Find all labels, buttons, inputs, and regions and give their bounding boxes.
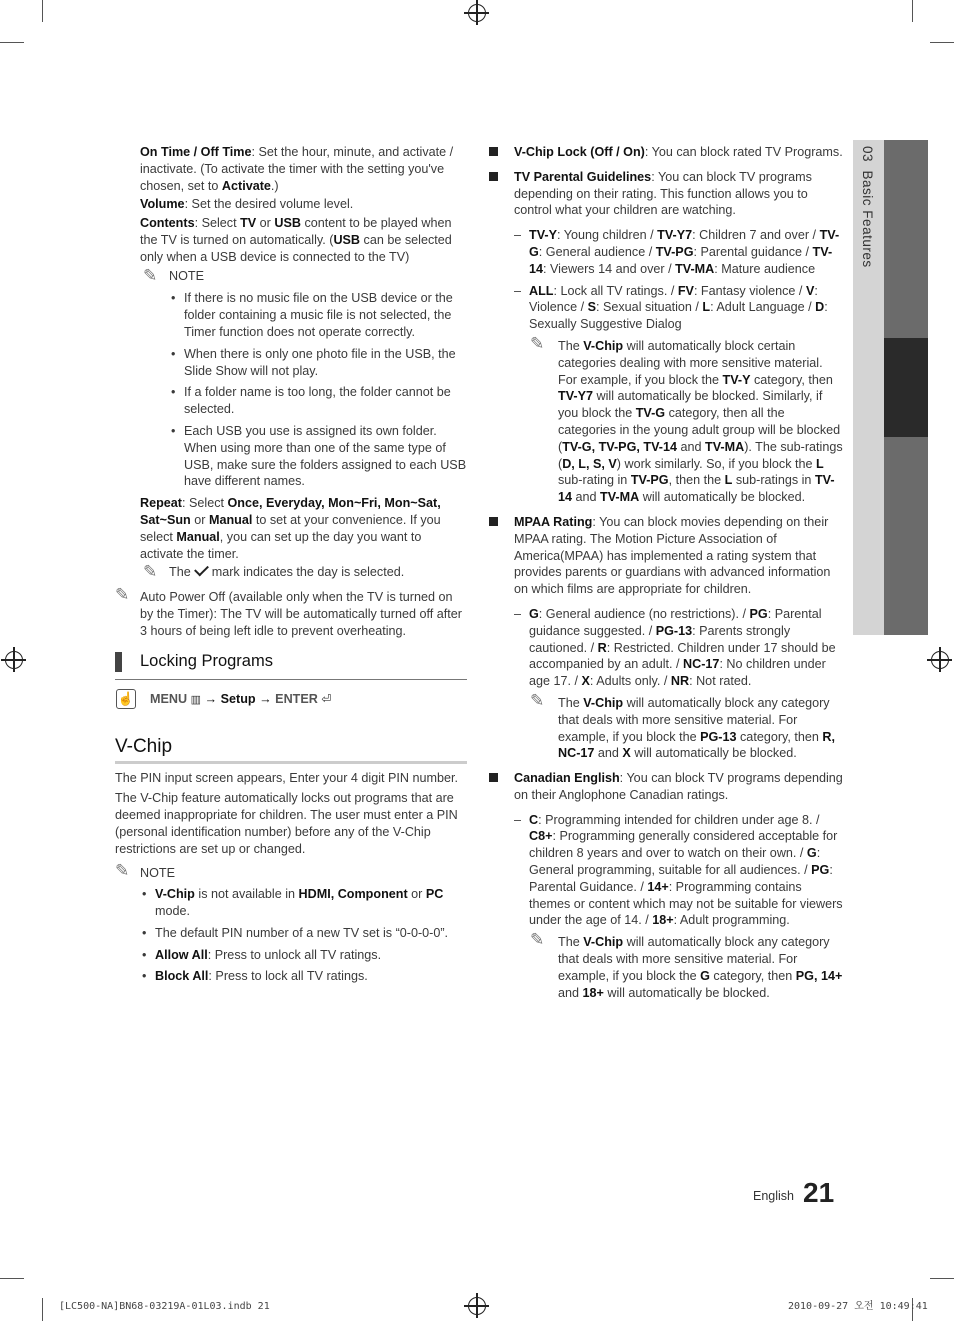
section-heading (115, 650, 467, 680)
timer-settings (115, 144, 467, 266)
note-label: NOTE (169, 268, 204, 283)
registration-mark-icon (931, 651, 949, 669)
mpaa-item: MPAA Rating: You can block movies depending on their MPAA rating. The Motion Picture Association of America(MPAA) has implemented a rating system that provides parents or guardians with advanced information on which films are appropriate for children. (487, 514, 843, 598)
list-item: • V-Chip is not available in HDMI, Component or PC mode. (142, 887, 444, 919)
footer-language: English (753, 1189, 794, 1203)
checkmark-icon (194, 562, 209, 577)
tv-ratings-list: – TV-Y: Young children / TV-Y7: Children 7 and over / TV-G: General audience / TV-PG: Parental guidance / TV-14: Viewers 14 and over / TV-MA: Mature audience (514, 228, 840, 276)
volume-item: Volume: Set the desired volume level. (140, 197, 354, 212)
tv-subratings-list: – ALL: Lock all TV ratings. / FV: Fantasy violence / V: Violence / S: Sexual situation / L: Adult Language / D: Sexually Suggestive Dialog (514, 283, 828, 332)
crop-mark (912, 0, 913, 22)
crop-mark (930, 1278, 954, 1279)
crop-mark (42, 1298, 43, 1321)
pencil-note-icon: ✎ (115, 860, 130, 880)
registration-mark-icon (468, 1297, 486, 1315)
square-bullet-icon (489, 773, 498, 782)
canadian-ratings-list: – C: Programming intended for children under age 8. / C8+: Programming generally considered acceptable for children 8 years and over to watch on their own. / G: General programming, suitable for all audiences. / PG: Parental Guidance. / 14+: Programming contains themes or content which may not be suitable for viewers under the age of 14. / 18+: Adult programming. (514, 812, 843, 928)
crop-mark (0, 1278, 24, 1279)
note-header (115, 265, 467, 285)
pencil-note-icon: ✎ (530, 930, 545, 950)
active-chapter-tab (884, 338, 928, 437)
vchip-lock-item: V-Chip Lock (Off / On): You can block rated TV Programs. (487, 144, 843, 161)
chapter-label: 03 Basic Features (859, 146, 875, 268)
list-item: • Block All: Press to lock all TV ratings. (142, 969, 368, 984)
right-column (487, 144, 843, 1009)
section-title: Locking Programs (140, 651, 273, 670)
slug-filename: [LC500-NA]BN68-03219A-01L03.indb 21 (59, 1301, 270, 1312)
tv-rating-note: ✎ The V-Chip will automatically block certain categories dealing with more sensitive material. For example, if you block the TV-Y category, then TV-Y7 will automatically be blocked. Similarly, if you block the TV-G category, then all the categories in the young adult group will be blocked (TV-G, TV-PG, TV-14 and TV-MA). The sub-ratings (D, L, S, V) work similarly. So, if you block the L sub-rating in TV-PG, then the L sub-ratings in TV-14 and TV-MA will automatically be blocked. (530, 333, 843, 505)
tv-parental-item: TV Parental Guidelines: You can block TV programs depending on their rating. This function allows you to control what your children are watching. (487, 169, 843, 219)
contents-item: Contents: Select TV or USB content to be played when the TV is turned on automatically. (USB can be selected only when a USB device is connected to the TV) (140, 216, 452, 264)
auto-power-off-note: ✎ Auto Power Off (available only when the TV is turned on by the Timer): The TV will be automatically turned off after 3 hours of being left idle to prevent overheating. (115, 585, 462, 638)
check-note: ✎ The mark indicates the day is selected. (143, 562, 405, 582)
list-item: • If a folder name is too long, the folder cannot be selected. (171, 385, 451, 417)
vchip-paragraph: The PIN input screen appears, Enter your 4 digit PIN number. (115, 770, 459, 785)
chapter-tabs (884, 140, 928, 635)
crop-mark (0, 42, 24, 43)
registration-mark-icon (5, 651, 23, 669)
square-bullet-icon (489, 517, 498, 526)
enter-icon: ⏎ (321, 691, 332, 706)
vchip-paragraph: The V-Chip feature automatically locks out programs that are deemed inappropriate for children. The user must enter a PIN (personal identification number) before any of the V-Chip restrictions are set up or changed. (115, 791, 458, 856)
square-bullet-icon (489, 172, 498, 181)
vchip-title: V-Chip (115, 735, 467, 764)
menu-icon: ▥ (190, 693, 201, 706)
list-item: • When there is only one photo file in the USB, the Slide Show will not play. (171, 346, 456, 378)
pencil-note-icon: ✎ (143, 265, 158, 285)
on-off-time-item: On Time / Off Time: Set the hour, minute, and activate / inactivate. (To activate the timer with the setting you've chosen, set to Activate.) (140, 145, 454, 193)
list-item: • If there is no music file on the USB device or the folder containing a music file is not selected, the Timer function does not operate correctly. (171, 291, 453, 339)
list-item: • The default PIN number of a new TV set is “0-0-0-0”. (142, 925, 449, 940)
mpaa-ratings-list: – G: General audience (no restrictions). / PG: Parental guidance suggested. / PG-13: Parents strongly cautioned. / R: Restricted. Children under 17 should be accompanied by an adult. / NC-17: No children under age 17. / X: Adults only. / NR: Not rated. (514, 606, 836, 689)
setup-label: Setup (220, 691, 256, 706)
pencil-note-icon: ✎ (530, 333, 545, 353)
menu-label: MENU (150, 691, 188, 706)
registration-mark-icon (468, 4, 486, 22)
enter-label: ENTER (275, 691, 318, 706)
remote-hand-icon: ☝ (116, 689, 136, 709)
canadian-note: ✎ The V-Chip will automatically block any category that deals with more sensitive material. For example, if you block the G category, then PG, 14+ and 18+ will automatically be blocked. (530, 930, 843, 1000)
crop-mark (930, 42, 954, 43)
left-column (115, 144, 467, 990)
pencil-note-icon: ✎ (530, 690, 545, 710)
crop-mark (42, 0, 43, 22)
pencil-note-icon: ✎ (143, 562, 158, 582)
canadian-english-item: Canadian English: You can block TV programs depending on their Anglophone Canadian ratings. (487, 770, 843, 804)
menu-path: ☝ MENU ▥ → Setup → ENTER ⏎ (115, 689, 467, 719)
note-header: ✎ NOTE (115, 860, 175, 880)
list-item: • Allow All: Press to unlock all TV ratings. (142, 947, 382, 962)
mpaa-note: ✎ The V-Chip will automatically block any category that deals with more sensitive material. For example, if you block the PG-13 category, then R, NC-17 and X will automatically be blocked. (530, 690, 835, 761)
square-bullet-icon (489, 147, 498, 156)
page-number: 21 (803, 1177, 835, 1208)
pencil-note-icon: ✎ (115, 585, 130, 605)
slug-date: 2010-09-27 오전 10:49:41 (788, 1301, 928, 1312)
repeat-item: Repeat: Select Once, Everyday, Mon~Fri, Mon~Sat, Sat~Sun or Manual to set at your convenience. If you select Manual, you can set up the day you want to activate the timer. (140, 496, 441, 561)
list-item: • Each USB you use is assigned its own folder. When using more than one of the same type of USB, make sure the folders assigned to each USB have different names. (171, 423, 467, 489)
